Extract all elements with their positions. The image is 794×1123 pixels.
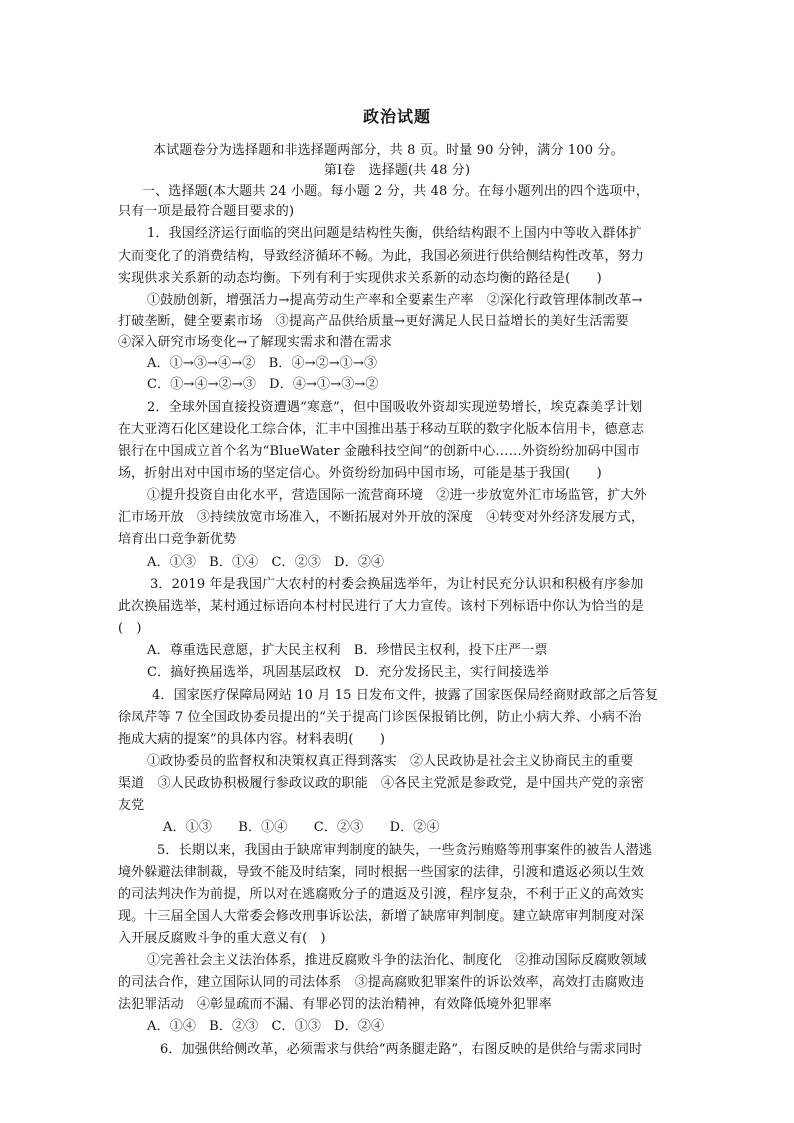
question-2-stem: 场，折射出对中国市场的坚定信心。外资纷纷加码中国市场，可能是基于我国( ) bbox=[118, 466, 602, 481]
question-5-stem: 现。十三届全国人大常委会修改刑事诉讼法，新增了缺席审判制度。建立缺席审判制度对深 bbox=[118, 909, 645, 924]
question-1-options: A．①→③→④→② B．④→②→①→③ bbox=[147, 356, 378, 371]
question-5-stem: 入开展反腐败斗争的重大意义有( ) bbox=[118, 931, 326, 946]
question-2-stem: 2．全球外国直接投资遭遇“寒意”，但中国吸收外资却实现逆势增长，埃克森美孚计划 bbox=[147, 400, 643, 415]
question-1-stem: 1．我国经济运行面临的突出问题是结构性失衡，供给结构跟不上国内中等收入群体扩 bbox=[147, 226, 642, 241]
question-4-statements: 友党 bbox=[118, 798, 145, 813]
question-1-statements: ④深入研究市场变化→了解现实需求和潜在需求 bbox=[118, 335, 393, 350]
question-3-options: A．尊重选民意愿，扩大民主权利 B．珍惜民主权利，投下庄严一票 bbox=[147, 643, 548, 658]
question-5-options: A．①④ B．②③ C．①③ D．②④ bbox=[147, 1019, 385, 1034]
question-5-stem: 5．长期以来，我国由于缺席审判制度的缺失，一些贪污贿赂等刑事案件的被告人潜逃 bbox=[157, 843, 652, 858]
question-6-stem: 6．加强供给侧改革，必须需求与供给“两条腿走路”，右图反映的是供给与需求同时 bbox=[160, 1042, 643, 1057]
question-3-stem: ( ) bbox=[118, 621, 142, 636]
question-1-options: C．①→④→②→③ D．④→①→③→② bbox=[147, 377, 379, 392]
question-5-stem: 的司法判决作为前提，所以对在逃腐败分子的遣返及引渡，程序复杂，不利于正义的高效实 bbox=[118, 887, 645, 902]
question-5-stem: 境外躲避法律制裁，导致不能及时结案，同时根据一些国家的法律，引渡和遣返必须以生效 bbox=[118, 865, 645, 880]
question-3-options: C．搞好换届选举，巩固基层政权 D．充分发扬民主，实行间接选举 bbox=[147, 665, 550, 680]
section-heading: 第Ⅰ卷 选择题(共 48 分) bbox=[323, 163, 471, 178]
question-2-stem: 在大亚湾石化区建设化工综合体，汇丰中国推出基于移动互联的数字化版本信用卡，德意志 bbox=[118, 422, 645, 437]
instructions-line: 一、选择题(本大题共 24 小题。每小题 2 分，共 48 分。在每小题列出的四个选项中， bbox=[142, 184, 649, 199]
question-4-stem: 拖成大病的提案”的具体内容。材料表明( ) bbox=[118, 732, 386, 747]
instructions-line: 只有一项是最符合题目要求的) bbox=[118, 204, 295, 219]
question-2-statements: 汇市场开放 ③持续放宽市场准入，不断拓展对外开放的深度 ④转变对外经济发展方式， bbox=[118, 510, 645, 525]
question-1-stem: 大而变化了的消费结构，导致经济循环不畅。为此，我国必须进行供给侧结构性改革，努力 bbox=[118, 249, 645, 264]
question-1-statements: ①鼓励创新，增强活力→提高劳动生产率和全要素生产率 ②深化行政管理体制改革→ bbox=[147, 293, 643, 308]
question-2-statements: 培育出口竞争新优势 bbox=[118, 532, 237, 547]
question-2-stem: 银行在中国成立首个名为“BlueWater 金融科技空间”的创新中心……外资纷纷加码中国市 bbox=[118, 444, 641, 459]
question-4-stem: 4．国家医疗保障局网站 10 月 15 日发布文件，披露了国家医保局经商财政部之后答复 bbox=[152, 688, 659, 703]
question-2-options: A．①③ B．①④ C．②③ D．②④ bbox=[147, 555, 385, 570]
question-5-statements: ①完善社会主义法治体系，推进反腐败斗争的法治化、制度化 ②推动国际反腐败领域 bbox=[147, 953, 647, 968]
question-4-stem: 徐凤芹等 7 位全国政协委员提出的“关于提高门诊医保报销比例，防止小病大养、小病不治 bbox=[118, 710, 642, 725]
question-5-statements: 法犯罪活动 ④彰显疏而不漏、有罪必罚的法治精神，有效降低境外犯罪率 bbox=[118, 997, 552, 1012]
question-1-statements: 打破垄断，健全要素市场 ③提高产品供给质量→更好满足人民日益增长的美好生活需要 bbox=[118, 314, 629, 329]
question-5-statements: 的司法合作，建立国际认同的司法体系 ③提高腐败犯罪案件的诉讼效率，高效打击腐败违 bbox=[118, 975, 645, 990]
question-3-stem: 此次换届选举，某村通过标语向本村村民进行了大力宣传。该村下列标语中你认为恰当的是 bbox=[118, 599, 645, 614]
question-4-options: A．①③ B．①④ C．②③ D．②④ bbox=[163, 820, 440, 835]
question-2-statements: ①提升投资自由化水平，营造国际一流营商环境 ②进一步放宽外汇市场监管，扩大外 bbox=[147, 488, 647, 503]
question-4-statements: ①政协委员的监督权和决策权真正得到落实 ②人民政协是社会主义协商民主的重要 bbox=[147, 754, 634, 769]
question-3-stem: 3．2019 年是我国广大农村的村委会换届选举年，为让村民充分认识和积极有序参加 bbox=[150, 577, 644, 592]
exam-intro: 本试题卷分为选择题和非选择题两部分，共 8 页。时量 90 分钟，满分 100 分。 bbox=[153, 143, 624, 158]
question-4-statements: 渠道 ③人民政协积极履行参政议政的职能 ④各民主党派是参政党，是中国共产党的亲密 bbox=[118, 776, 645, 791]
page-title: 政治试题 bbox=[362, 107, 431, 126]
question-1-stem: 实现供求关系新的动态均衡。下列有利于实现供求关系新的动态均衡的路径是( ) bbox=[118, 271, 602, 286]
